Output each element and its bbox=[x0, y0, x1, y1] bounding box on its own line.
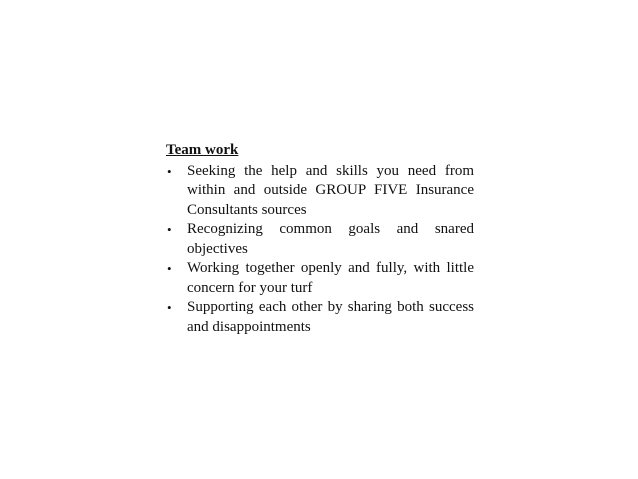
list-item-text: Working together openly and fully, with little concern for your turf bbox=[187, 260, 474, 296]
list-item bbox=[166, 162, 474, 221]
list-item bbox=[166, 259, 474, 298]
list-item-text: Recognizing common goals and snared objectives bbox=[187, 221, 474, 257]
bullet-icon: • bbox=[167, 261, 172, 276]
bullet-icon: • bbox=[167, 222, 172, 237]
list-item bbox=[166, 298, 474, 337]
section-heading: Team work bbox=[166, 142, 239, 158]
list-item bbox=[166, 220, 474, 259]
list-item-text: Supporting each other by sharing both success and disappointments bbox=[187, 299, 474, 335]
list-item-text: Seeking the help and skills you need from within and outside GROUP FIVE Insurance Consultants sources bbox=[187, 162, 474, 218]
bullet-icon: • bbox=[167, 300, 172, 315]
bullet-icon: • bbox=[167, 163, 172, 179]
bullet-list bbox=[166, 162, 474, 338]
team-work-section bbox=[166, 141, 474, 337]
